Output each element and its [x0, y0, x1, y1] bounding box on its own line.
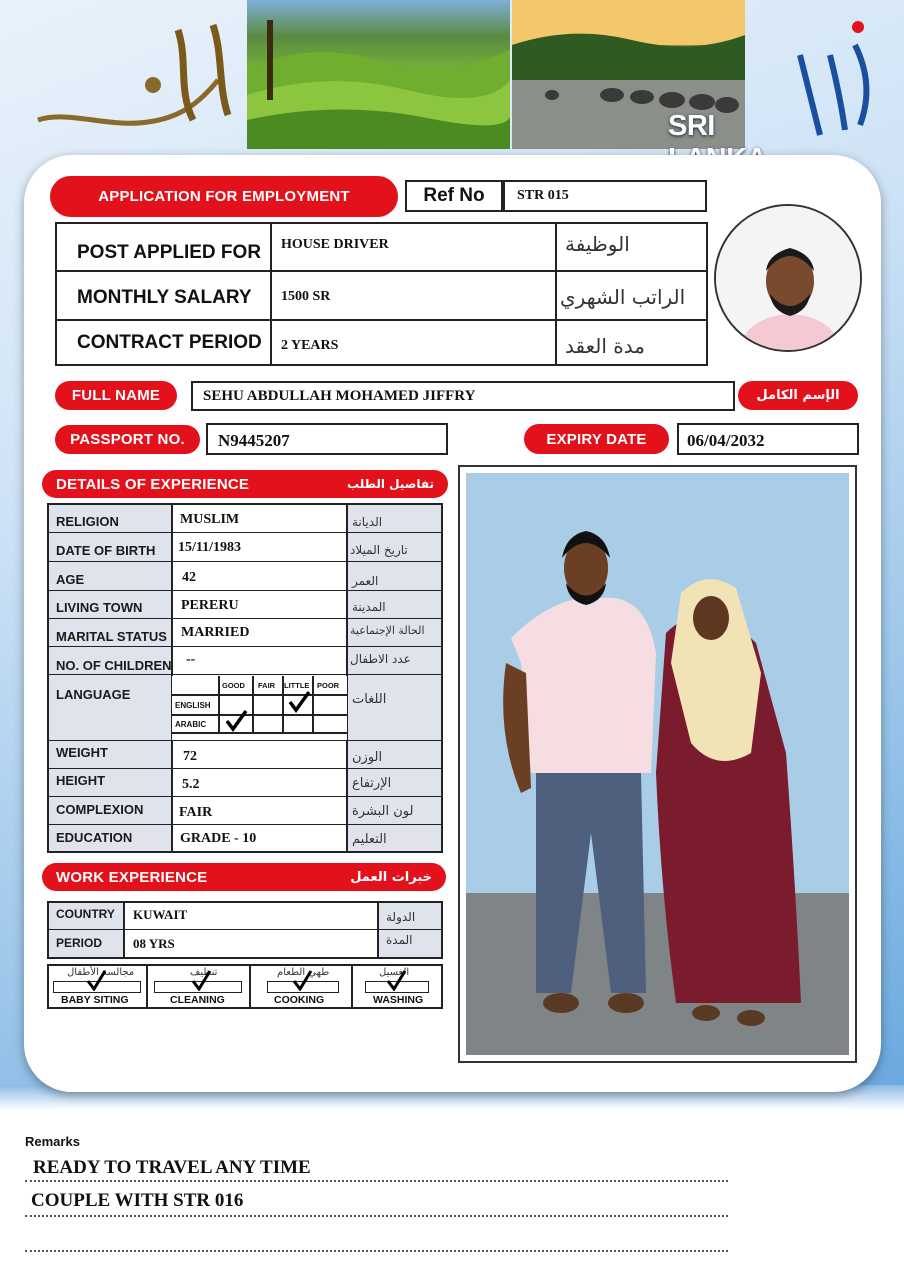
level-poor: POOR [317, 681, 340, 690]
skill-label-ar: الغسيل [379, 967, 410, 978]
skill-label: CLEANING [170, 994, 225, 1006]
post-label-ar: الوظيفة [565, 232, 630, 256]
skill-label: BABY SITING [61, 994, 129, 1006]
expiry-label: EXPIRY DATE [524, 424, 669, 454]
work-title-ar: خبرات العمل [350, 869, 432, 885]
skill-washing [353, 966, 441, 1008]
remarks-label: Remarks [25, 1134, 80, 1149]
country-value: KUWAIT [133, 907, 188, 922]
passport-value: N9445207 [206, 423, 448, 455]
language-label-ar: اللغات [352, 692, 387, 707]
age-value: 42 [182, 570, 196, 585]
country-label: SRI [668, 110, 715, 142]
brand-logo [28, 10, 238, 140]
skill-label-ar: تنظيف [190, 967, 218, 978]
level-little: LITTLE [284, 681, 310, 690]
check-icon [190, 969, 212, 996]
details-header [42, 470, 448, 498]
living-town-label-ar: المدينة [352, 600, 386, 614]
education-value: GRADE - 10 [180, 831, 257, 846]
work-title: WORK EXPERIENCE [56, 868, 208, 886]
check-icon [85, 969, 107, 996]
skill-baby-siting [49, 966, 146, 1008]
full-name-label-ar: الإسم الكامل [738, 381, 858, 410]
height-label-ar: الإرتفاع [352, 776, 392, 791]
expiry-value: 06/04/2032 [677, 423, 859, 455]
education-label-ar: التعليم [352, 832, 387, 847]
age-label-ar: العمر [352, 574, 379, 588]
level-good: GOOD [222, 681, 245, 690]
level-fair: FAIR [258, 681, 276, 690]
dob-label-ar: تاريخ الميلاد [350, 543, 408, 557]
language-english: ENGLISH [175, 701, 211, 710]
passport-label: PASSPORT NO. [55, 425, 200, 454]
living-town-value: PERERU [181, 598, 239, 613]
full-name-value: SEHU ABDULLAH MOHAMED JIFFRY [191, 381, 735, 411]
language-label: LANGUAGE [56, 687, 131, 702]
religion-label: RELIGION [56, 514, 119, 529]
salary-label: MONTHLY SALARY [77, 287, 252, 308]
dob-label: DATE OF BIRTH [56, 543, 156, 558]
contract-value: 2 YEARS [281, 338, 339, 353]
marital-status-label-ar: الحالة الإجتماعية [350, 624, 425, 637]
religion-value: MUSLIM [180, 512, 240, 527]
height-label: HEIGHT [56, 773, 106, 788]
skill-label-ar: طهي الطعام [277, 967, 330, 978]
contract-label: CONTRACT PERIOD [77, 332, 262, 353]
period-value: 08 YRS [133, 936, 175, 951]
language-arabic: ARABIC [175, 720, 207, 729]
details-title: DETAILS OF EXPERIENCE [56, 475, 250, 493]
period-label-ar: المدة [386, 933, 413, 947]
complexion-label: COMPLEXION [56, 802, 144, 817]
form-title: APPLICATION FOR EMPLOYMENT [50, 176, 398, 217]
details-title-ar: تفاصيل الطلب [347, 477, 434, 491]
height-value: 5.2 [182, 777, 200, 792]
ref-no-label: Ref No [405, 180, 503, 212]
living-town-label: LIVING TOWN [56, 600, 143, 615]
full-body-photo [458, 465, 857, 1063]
children-value: -- [186, 652, 196, 667]
weight-label-ar: الوزن [352, 750, 383, 765]
dob-value: 15/11/1983 [178, 540, 242, 555]
country-label-ar: الدولة [386, 910, 416, 924]
skill-cooking [251, 966, 351, 1008]
weight-value: 72 [183, 749, 197, 764]
weight-label: WEIGHT [56, 745, 108, 760]
work-header [42, 863, 446, 891]
country-label: COUNTRY [56, 907, 115, 921]
post-label: POST APPLIED FOR [77, 242, 262, 263]
profile-photo [714, 204, 862, 352]
religion-label-ar: الديانة [352, 515, 383, 529]
skill-label-ar: مجالسة الأطفال [67, 967, 135, 978]
post-value: HOUSE DRIVER [281, 237, 389, 252]
children-label-ar: عدد الاطفال [350, 652, 411, 666]
complexion-label-ar: لون البشرة [352, 804, 414, 819]
check-icon [287, 690, 311, 714]
skill-label: COOKING [274, 994, 325, 1006]
period-label: PERIOD [56, 936, 103, 950]
landscape-photo-tea [247, 0, 510, 149]
remarks-line-2: COUPLE WITH STR 016 [31, 1190, 244, 1211]
marital-status-label: MARITAL STATUS [56, 629, 167, 644]
age-label: AGE [56, 572, 85, 587]
marital-status-value: MARRIED [181, 625, 250, 640]
education-label: EDUCATION [56, 830, 133, 845]
check-icon [224, 709, 248, 733]
ref-no-value: STR 015 [503, 180, 707, 212]
language-grid [172, 676, 347, 740]
contract-label-ar: مدة العقد [565, 334, 645, 358]
salary-label-ar: الراتب الشهري [560, 285, 686, 309]
check-icon [291, 969, 313, 996]
remarks-line-1: READY TO TRAVEL ANY TIME [33, 1157, 311, 1178]
children-label: NO. OF CHILDREN [56, 658, 172, 673]
salary-value: 1500 SR [281, 289, 331, 304]
full-name-label: FULL NAME [55, 381, 177, 410]
skill-cleaning [148, 966, 249, 1008]
skill-label: WASHING [373, 994, 424, 1006]
complexion-value: FAIR [179, 805, 213, 820]
check-icon [385, 969, 407, 996]
